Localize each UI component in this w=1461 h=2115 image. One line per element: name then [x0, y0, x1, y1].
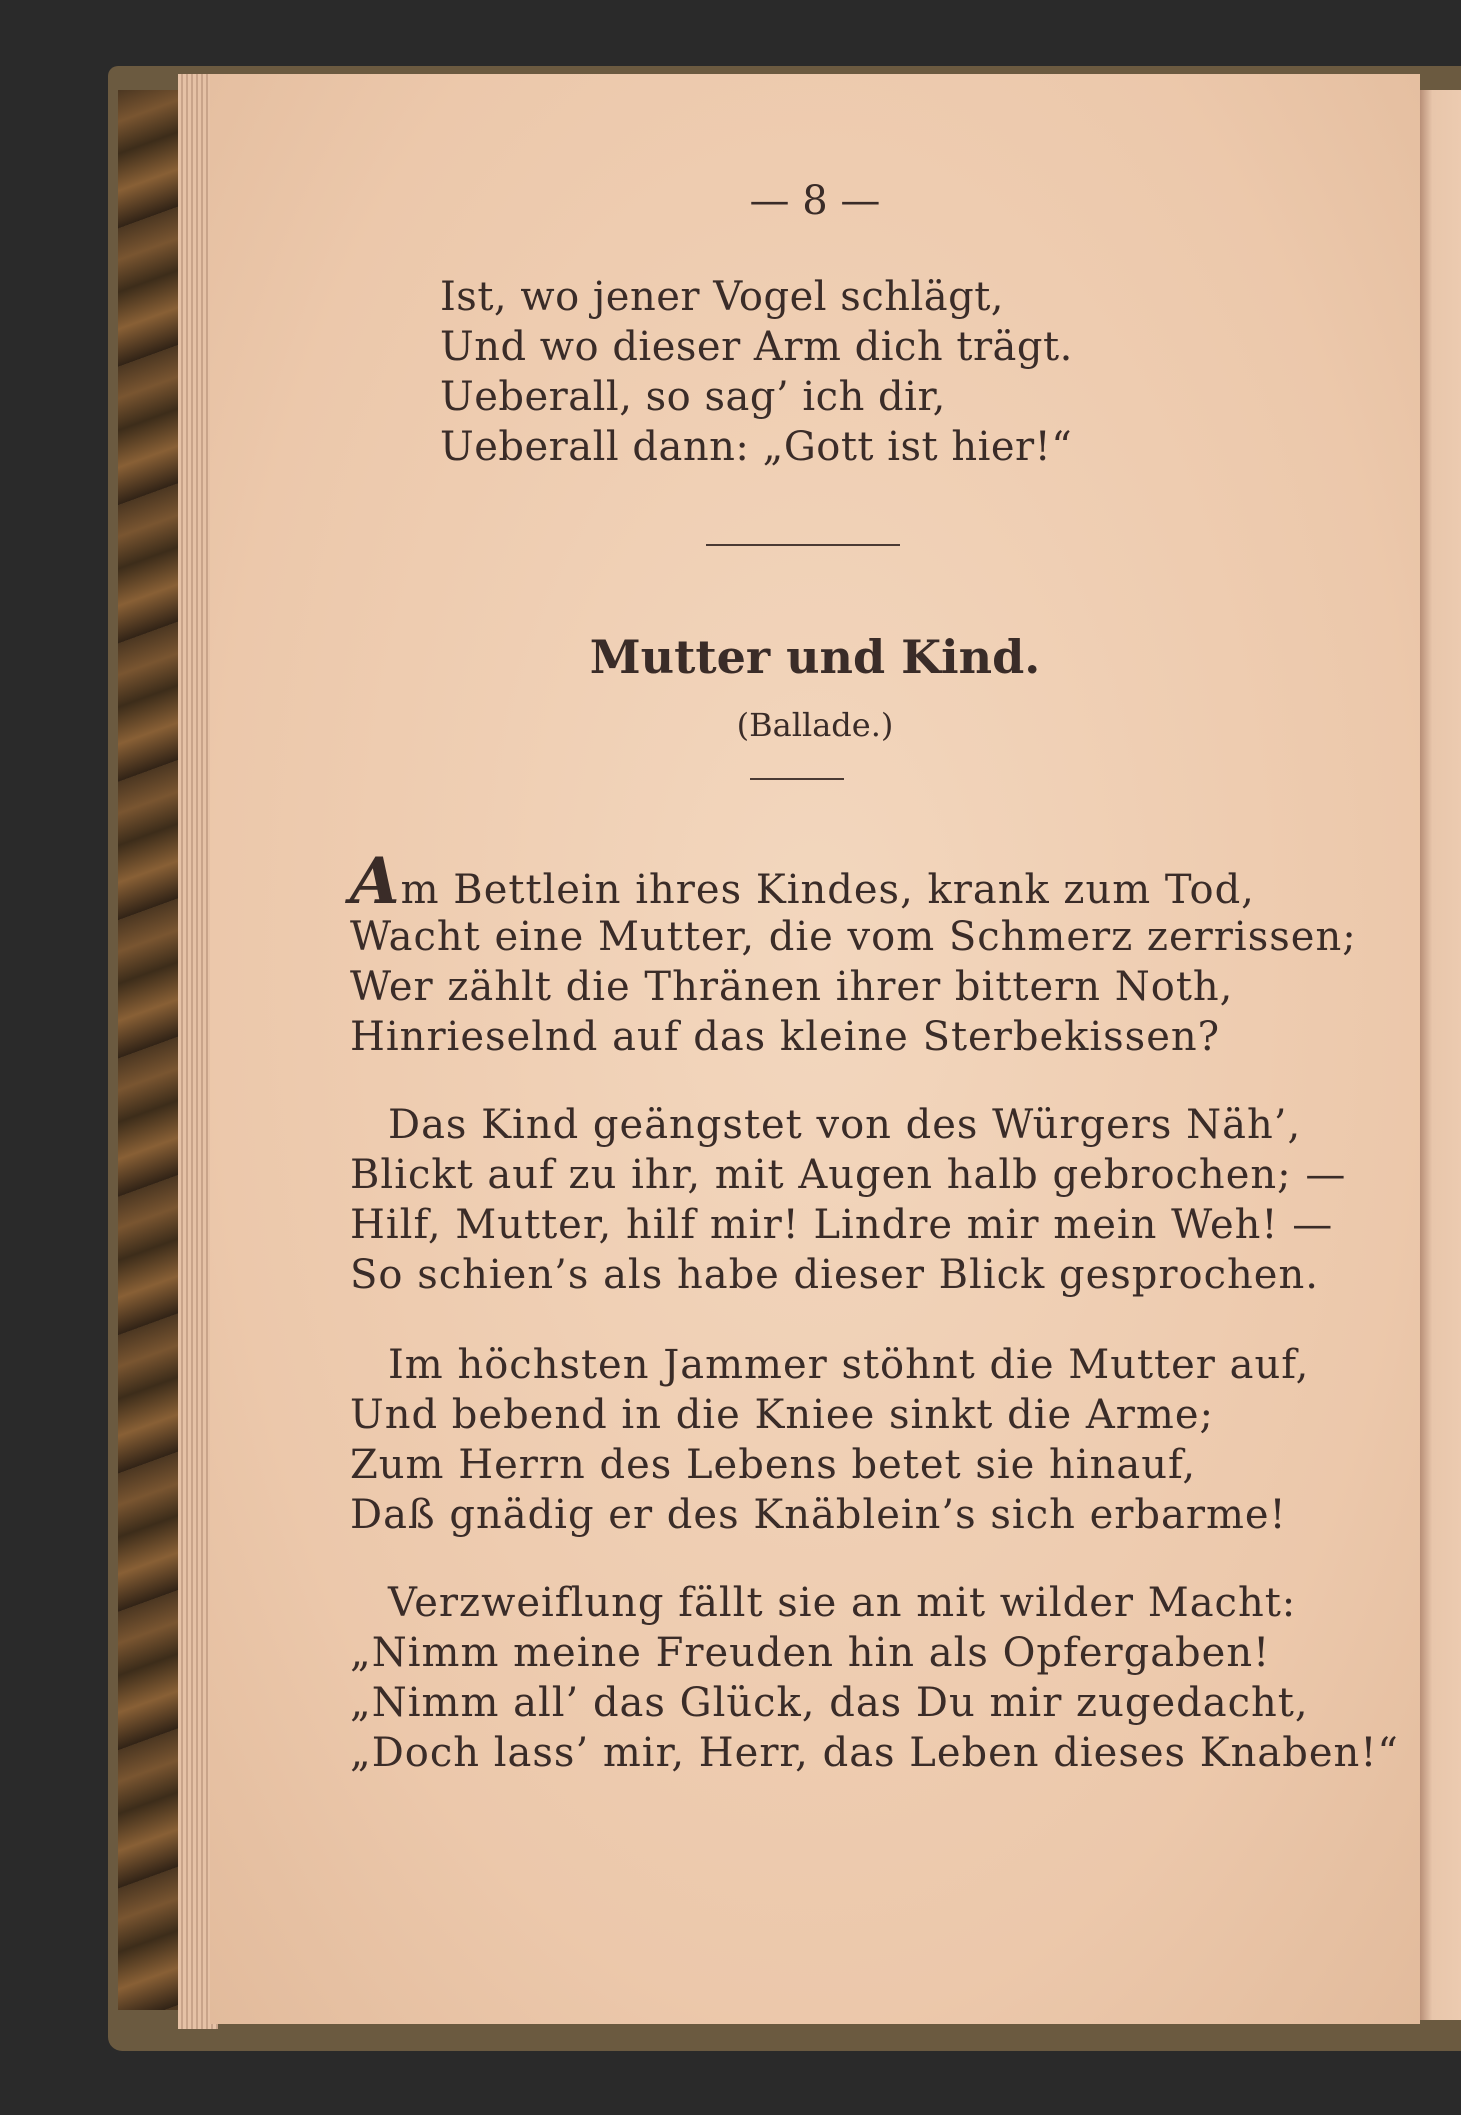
- stanza-line: Zum Herrn des Lebens betet sie hinauf,: [350, 1442, 1197, 1488]
- book-spine: [118, 90, 178, 2010]
- stanza-line: Daß gnädig er des Knäblein’s sich erbarme!: [350, 1492, 1287, 1538]
- stanza-line: Verzweiflung fällt sie an mit wilder Macht:: [388, 1580, 1297, 1626]
- page-number: — 8 —: [749, 178, 881, 224]
- stanza-line: „Nimm meine Freuden hin als Opfergaben!: [350, 1630, 1271, 1676]
- drop-cap: A: [350, 844, 401, 919]
- opening-line: Ueberall dann: „Gott ist hier!“: [440, 424, 1073, 470]
- poem-first-line: [350, 844, 1255, 919]
- opening-line: Ist, wo jener Vogel schlägt,: [440, 274, 1005, 320]
- stanza-line: Das Kind geängstet von des Würgers Näh’,: [388, 1102, 1302, 1148]
- stanza-line: Wacht eine Mutter, die vom Schmerz zerrissen;: [350, 914, 1357, 960]
- stanza-line: Hinrieselnd auf das kleine Sterbekissen?: [350, 1014, 1221, 1060]
- section-divider: [706, 544, 900, 546]
- next-page-edge: [1420, 90, 1461, 2020]
- title-divider: [750, 778, 844, 780]
- first-line-text: m Bettlein ihres Kindes, krank zum Tod,: [400, 867, 1255, 913]
- poem-title: Mutter und Kind.: [589, 630, 1041, 684]
- stanza-line: Und bebend in die Kniee sinkt die Arme;: [350, 1392, 1214, 1438]
- opening-line: Ueberall, so sag’ ich dir,: [440, 374, 946, 420]
- stanza-line: So schien’s als habe dieser Blick gesprochen.: [350, 1252, 1319, 1298]
- stanza-line: Hilf, Mutter, hilf mir! Lindre mir mein Weh! —: [350, 1202, 1334, 1248]
- stanza-line: Wer zählt die Thränen ihrer bittern Noth,: [350, 964, 1234, 1010]
- book-page: [210, 74, 1420, 2024]
- poem-subtitle: (Ballade.): [736, 706, 894, 744]
- stanza-line: Im höchsten Jammer stöhnt die Mutter auf,: [388, 1342, 1310, 1388]
- stanza-line: Blickt auf zu ihr, mit Augen halb gebrochen; —: [350, 1152, 1347, 1198]
- stanza-line: „Nimm all’ das Glück, das Du mir zugedacht,: [350, 1680, 1309, 1726]
- opening-line: Und wo dieser Arm dich trägt.: [440, 324, 1073, 370]
- stanza-line: „Doch lass’ mir, Herr, das Leben dieses Knaben!“: [350, 1730, 1399, 1776]
